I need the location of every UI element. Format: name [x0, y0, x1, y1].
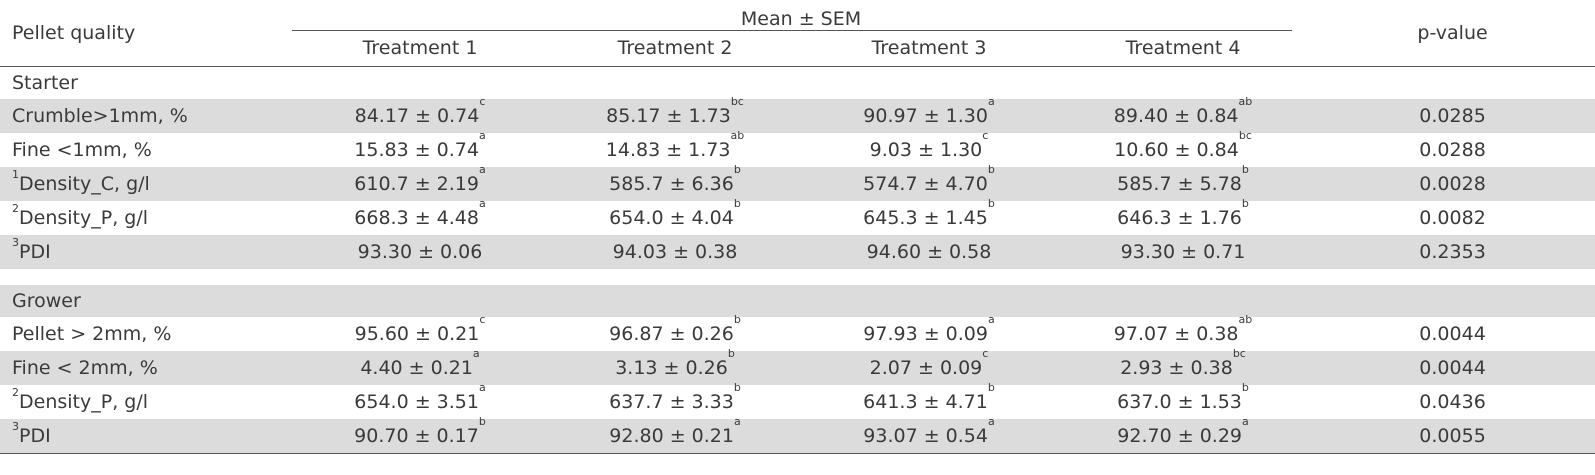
mean-sem-value: 574.7 ± 4.70: [863, 173, 988, 195]
significance-letter: c: [479, 95, 486, 108]
mean-sem-value: 96.87 ± 0.26: [609, 323, 734, 345]
mean-sem-value: 637.7 ± 3.33: [609, 391, 734, 413]
mean-sem-cell: [1056, 347, 1310, 385]
row-label-text: Crumble>1mm, %: [12, 105, 188, 127]
row-label-text: Fine < 2mm, %: [12, 357, 158, 379]
mean-sem-cell: [292, 381, 548, 419]
footnote-marker: 2: [12, 202, 19, 215]
footnote-marker: 3: [12, 420, 19, 433]
mean-sem-value: 85.17 ± 1.73: [606, 105, 731, 127]
row-label-text: Density_C, g/l: [19, 173, 150, 195]
significance-letter: b: [733, 163, 741, 176]
mean-sem-cell: [292, 197, 548, 235]
mean-sem-cell: [1056, 197, 1310, 235]
significance-letter: b: [987, 381, 995, 394]
mean-sem-cell: [292, 95, 548, 133]
treatment-4-header: Treatment 4: [1125, 37, 1241, 59]
footnote-marker: 1: [12, 168, 19, 181]
significance-letter: a: [987, 95, 995, 108]
row-label-text: Fine <1mm, %: [12, 139, 152, 161]
mean-sem-cell: [292, 415, 548, 454]
mean-sem-value: 2.93 ± 0.38: [1120, 357, 1233, 379]
significance-letter: b: [733, 197, 741, 210]
mean-sem-label: Mean ± SEM: [740, 8, 862, 30]
significance-letter: a: [987, 415, 995, 428]
row-label-text: PDI: [19, 241, 51, 263]
mean-sem-value: 9.03 ± 1.30: [869, 139, 983, 161]
table-row: [0, 351, 1595, 385]
mean-sem-value: 94.60 ± 0.58: [866, 241, 992, 263]
row-label: [0, 99, 292, 133]
p-value-cell: 0.0044: [1310, 351, 1595, 385]
row-label-text: PDI: [19, 425, 51, 447]
mean-sem-cell: [292, 129, 548, 167]
significance-letter: ab: [730, 129, 745, 142]
significance-letter: bc: [730, 95, 744, 108]
treatment-1-header: Treatment 1: [362, 37, 478, 59]
mean-sem-header: [292, 0, 1310, 30]
table-row: [0, 201, 1595, 235]
mean-sem-value: 585.7 ± 5.78: [1117, 173, 1242, 195]
mean-sem-value: 10.60 ± 0.84: [1114, 139, 1239, 161]
table-row: [0, 317, 1595, 351]
mean-sem-cell: [802, 197, 1056, 235]
mean-sem-value: 641.3 ± 4.71: [863, 391, 988, 413]
section-row: [0, 285, 1595, 317]
mean-sem-cell: [292, 163, 548, 201]
table-row: [0, 99, 1595, 133]
significance-letter: bc: [1238, 129, 1252, 142]
mean-sem-value: 3.13 ± 0.26: [615, 357, 728, 379]
mean-sem-cell: [1056, 415, 1310, 454]
significance-letter: b: [733, 313, 741, 326]
mean-sem-cell: [802, 235, 1056, 269]
significance-letter: c: [982, 347, 989, 360]
treatment-2-header: Treatment 2: [617, 37, 733, 59]
mean-sem-value: 93.30 ± 0.71: [1120, 241, 1246, 263]
mean-sem-value: 92.70 ± 0.29: [1117, 425, 1242, 447]
mean-sem-value: 84.17 ± 0.74: [354, 105, 480, 127]
mean-sem-cell: [548, 347, 802, 385]
mean-sem-value: 4.40 ± 0.21: [360, 357, 473, 379]
mean-sem-cell: [548, 313, 802, 351]
mean-sem-cell: [548, 95, 802, 133]
significance-letter: b: [1241, 163, 1249, 176]
mean-sem-value: 14.83 ± 1.73: [605, 139, 731, 161]
table-row: [0, 419, 1595, 454]
mean-sem-cell: [548, 415, 802, 454]
p-value-cell: 0.0044: [1419, 323, 1486, 345]
p-value-cell: 0.0055: [1310, 419, 1595, 454]
mean-sem-cell: [1056, 235, 1310, 269]
mean-sem-rule: [292, 30, 1292, 31]
row-label: [0, 317, 292, 351]
row-label-text: Pellet > 2mm, %: [12, 323, 172, 345]
mean-sem-cell: [548, 129, 802, 167]
row-label: [0, 385, 292, 419]
mean-sem-value: 94.03 ± 0.38: [612, 241, 738, 263]
mean-sem-cell: [548, 197, 802, 235]
section-title: Starter: [12, 72, 78, 94]
p-value-cell: 0.0288: [1419, 139, 1486, 161]
footnote-marker: 2: [12, 386, 19, 399]
row-label: [0, 133, 292, 167]
mean-sem-value: 646.3 ± 1.76: [1117, 207, 1242, 229]
mean-sem-cell: [802, 163, 1056, 201]
mean-sem-cell: [292, 235, 548, 269]
p-value-header: p-value: [1417, 22, 1488, 44]
treatment-3-header: Treatment 3: [871, 37, 987, 59]
mean-sem-value: 93.30 ± 0.06: [357, 241, 483, 263]
mean-sem-cell: [1056, 163, 1310, 201]
mean-sem-cell: [802, 347, 1056, 385]
row-label: [0, 201, 292, 235]
table-row: [0, 167, 1595, 201]
mean-sem-value: 90.97 ± 1.30: [863, 105, 988, 127]
mean-sem-cell: [1056, 313, 1310, 351]
mean-sem-cell: [802, 415, 1056, 454]
mean-sem-value: 645.3 ± 1.45: [863, 207, 988, 229]
mean-sem-cell: [802, 313, 1056, 351]
footnote-marker: 3: [12, 236, 19, 249]
mean-sem-value: 668.3 ± 4.48: [354, 207, 479, 229]
mean-sem-cell: [292, 347, 548, 385]
mean-sem-value: 92.80 ± 0.21: [609, 425, 734, 447]
row-label: [0, 167, 292, 201]
significance-letter: a: [987, 313, 995, 326]
significance-letter: a: [478, 163, 486, 176]
significance-letter: bc: [1232, 347, 1246, 360]
p-value-cell: 0.0285: [1310, 99, 1595, 133]
table-body: [0, 67, 1595, 454]
mean-sem-cell: [1056, 381, 1310, 419]
mean-sem-cell: [548, 235, 802, 269]
mean-sem-value: 90.70 ± 0.17: [354, 425, 479, 447]
row-label: [0, 419, 292, 454]
significance-letter: a: [733, 415, 741, 428]
table-row: [0, 385, 1595, 419]
significance-letter: a: [1242, 415, 1249, 428]
significance-letter: b: [478, 415, 486, 428]
mean-sem-value: 89.40 ± 0.84: [1113, 105, 1239, 127]
mean-sem-value: 585.7 ± 6.36: [609, 173, 734, 195]
significance-letter: c: [479, 313, 486, 326]
mean-sem-value: 95.60 ± 0.21: [354, 323, 480, 345]
row-label-text: Density_P, g/l: [19, 391, 149, 413]
significance-letter: b: [1241, 381, 1249, 394]
p-value-cell: 0.2353: [1310, 235, 1595, 269]
section-spacer: [0, 269, 1595, 285]
mean-sem-cell: [292, 313, 548, 351]
p-value-cell: 0.0436: [1419, 391, 1486, 413]
row-label-text: Density_P, g/l: [19, 207, 149, 229]
table-row: [0, 133, 1595, 167]
mean-sem-value: 97.07 ± 0.38: [1113, 323, 1239, 345]
mean-sem-cell: [548, 163, 802, 201]
mean-sem-value: 654.0 ± 3.51: [354, 391, 479, 413]
significance-letter: b: [727, 347, 735, 360]
significance-letter: ab: [1238, 313, 1253, 326]
mean-sem-value: 654.0 ± 4.04: [609, 207, 734, 229]
section-title: Grower: [0, 285, 1595, 317]
significance-letter: a: [478, 197, 486, 210]
significance-letter: c: [982, 129, 989, 142]
significance-letter: b: [987, 163, 995, 176]
mean-sem-value: 97.93 ± 0.09: [863, 323, 988, 345]
mean-sem-cell: [1056, 129, 1310, 167]
mean-sem-cell: [1056, 95, 1310, 133]
significance-letter: b: [733, 381, 741, 394]
significance-letter: ab: [1238, 95, 1253, 108]
p-value-cell: 0.0082: [1419, 207, 1486, 229]
significance-letter: a: [472, 347, 480, 360]
row-label: [0, 351, 292, 385]
mean-sem-value: 610.7 ± 2.19: [354, 173, 479, 195]
row-label: [0, 235, 292, 269]
table-row: [0, 235, 1595, 269]
significance-letter: b: [1241, 197, 1249, 210]
mean-sem-cell: [548, 381, 802, 419]
mean-sem-value: 2.07 ± 0.09: [869, 357, 983, 379]
mean-sem-value: 637.0 ± 1.53: [1117, 391, 1242, 413]
p-value-cell: 0.0028: [1310, 167, 1595, 201]
mean-sem-value: 93.07 ± 0.54: [863, 425, 988, 447]
mean-sem-cell: [802, 95, 1056, 133]
pellet-quality-header: Pellet quality: [12, 22, 136, 44]
significance-letter: a: [478, 381, 486, 394]
mean-sem-value: 15.83 ± 0.74: [354, 139, 479, 161]
significance-letter: b: [987, 197, 995, 210]
significance-letter: a: [478, 129, 486, 142]
mean-sem-cell: [802, 381, 1056, 419]
section-row: [0, 67, 1595, 100]
mean-sem-cell: [802, 129, 1056, 167]
